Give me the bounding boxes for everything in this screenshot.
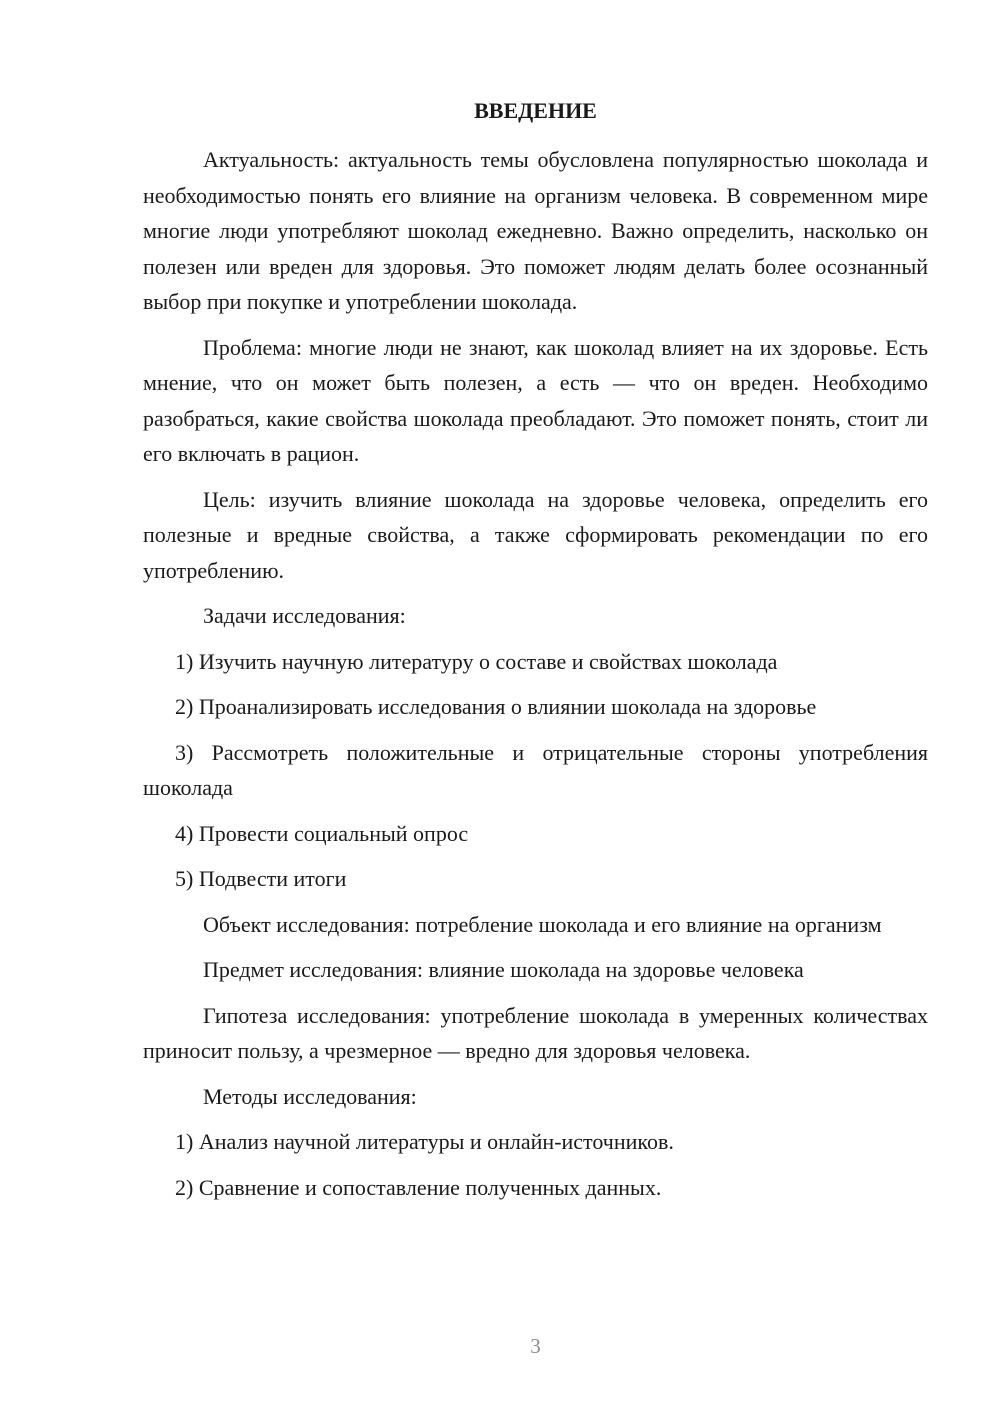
- section-heading: ВВЕДЕНИЕ: [474, 98, 597, 123]
- document-page: [143, 0, 928, 1414]
- paragraph-goal: Цель: изучить влияние шоколада на здоровье человека, определить его полезные и вредные свойства, а также сформировать рекомендации по его употреблению.: [143, 486, 928, 583]
- list-item-task-1: 1) Изучить научную литературу о составе и свойствах шоколада: [175, 648, 778, 674]
- paragraph-subject: Предмет исследования: влияние шоколада на здоровье человека: [203, 957, 804, 982]
- list-item-task-5: 5) Подвести итоги: [175, 866, 347, 891]
- list-item-task-2: 2) Проанализировать исследования о влиянии шоколада на здоровье: [175, 694, 817, 719]
- paragraph-problem: Проблема: многие люди не знают, как шоколад влияет на их здоровье. Есть мнение, что он может быть полезен, а есть — что он вреден. Необходимо разобраться, какие свойства шоколада преобладают. Это поможет понять, стоит ли его включать в рацион.: [143, 334, 928, 466]
- document-body: [143, 142, 928, 1215]
- paragraph-relevance: Актуальность: актуальность темы обусловлена популярностью шоколада и необходимостью понять его влияние на организм человека. В современном мире многие люди употребляют шоколад ежедневно. Важно определить, насколько он полезен или вреден для здоровья. Это поможет людям делать более осознанный выбор при покупке и употреблении шоколада.: [143, 147, 928, 314]
- list-item-method-2: 2) Сравнение и сопоставление полученных данных.: [175, 1174, 662, 1200]
- paragraph-methods-heading: Методы исследования:: [203, 1083, 417, 1109]
- list-item-method-1: 1) Анализ научной литературы и онлайн-источников.: [175, 1129, 674, 1154]
- paragraph-tasks-heading: Задачи исследования:: [203, 603, 406, 628]
- list-item-task-4: 4) Провести социальный опрос: [175, 820, 469, 846]
- paragraph-object: Объект исследования: потребление шоколада и его влияние на организм: [203, 911, 882, 937]
- page-number: 3: [530, 1334, 541, 1358]
- paragraph-hypothesis: Гипотеза исследования: употребление шоколада в умеренных количествах приносит пользу, а чрезмерное — вредно для здоровья человека.: [143, 1002, 928, 1063]
- list-item-task-3: 3) Рассмотреть положительные и отрицательные стороны употребления шоколада: [143, 739, 928, 800]
